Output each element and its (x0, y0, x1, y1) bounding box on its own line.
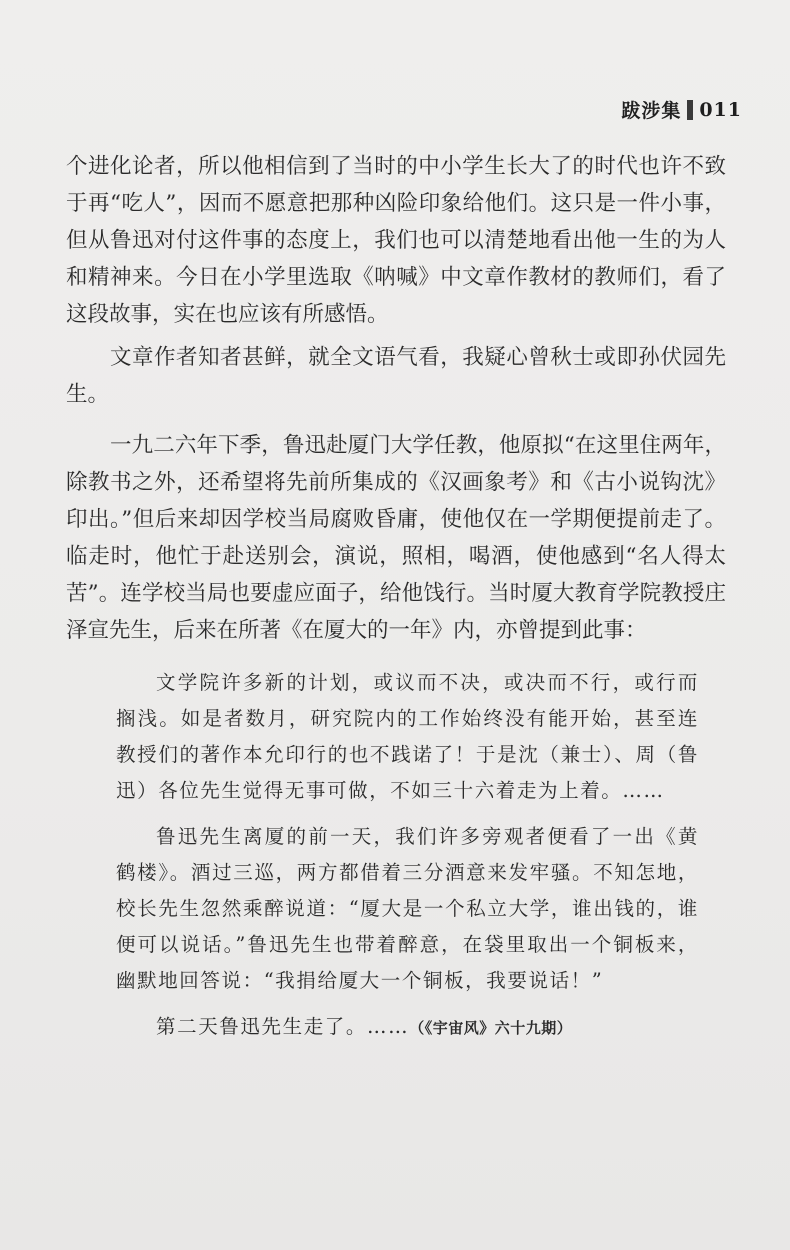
quote-paragraph-1: 文学院许多新的计划，或议而不决，或决而不行，或行而搁浅。如是者数月，研究院内的工作始终没有能开始，甚至连教授们的著作本允印行的也不践诺了！于是沈（兼士）、周（鲁迅）各位先生觉得无事可做，不如三十六着走为上着。…… (116, 671, 699, 802)
book-title: 跋涉集 (621, 100, 682, 122)
block-quote (116, 665, 699, 1046)
paragraph-continuation: 个进化论者，所以他相信到了当时的中小学生长大了的时代也许不致于再“吃人”，因而不愿意把那种凶险印象给他们。这只是一件小事，但从鲁迅对付这件事的态度上，我们也可以清楚地看出他一生的为人和精神来。今日在小学里选取《呐喊》中文章作教材的教师们，看了这段故事，实在也应该有所感悟。 (66, 154, 726, 327)
quote-source: （《宇宙风》六十九期） (409, 1019, 573, 1037)
main-text (66, 148, 726, 649)
running-header (621, 96, 742, 123)
quote-paragraph-3 (116, 1009, 699, 1046)
quote-paragraph-2: 鲁迅先生离厦的前一天，我们许多旁观者便看了一出《黄鹤楼》。酒过三巡，两方都借着三分酒意来发牢骚。不知怎地，校长先生忽然乘醉说道：“厦大是一个私立大学，谁出钱的，谁便可以说话。”鲁迅先生也带着醉意，在袋里取出一个铜板来，幽默地回答说：“我捐给厦大一个铜板，我要说话！” (116, 825, 699, 992)
page-number: 011 (699, 98, 742, 121)
header-separator (687, 100, 693, 120)
quote-paragraph-3-text: 第二天鲁迅先生走了。…… (156, 1015, 410, 1038)
paragraph-xiamen: 一九二六年下季，鲁迅赴厦门大学任教，他原拟“在这里住两年，除教书之外，还希望将先前所集成的《汉画象考》和《古小说钩沈》印出。”但后来却因学校当局腐败昏庸，使他仅在一学期便提前走了。临走时，他忙于赴送别会，演说，照相，喝酒，使他感到“名人得太苦”。连学校当局也要虚应面子，给他饯行。当时厦大教育学院教授庄泽宣先生，后来在所著《在厦大的一年》内，亦曾提到此事： (66, 433, 726, 643)
paragraph-author-note: 文章作者知者甚鲜，就全文语气看，我疑心曾秋士或即孙伏园先生。 (66, 345, 726, 407)
